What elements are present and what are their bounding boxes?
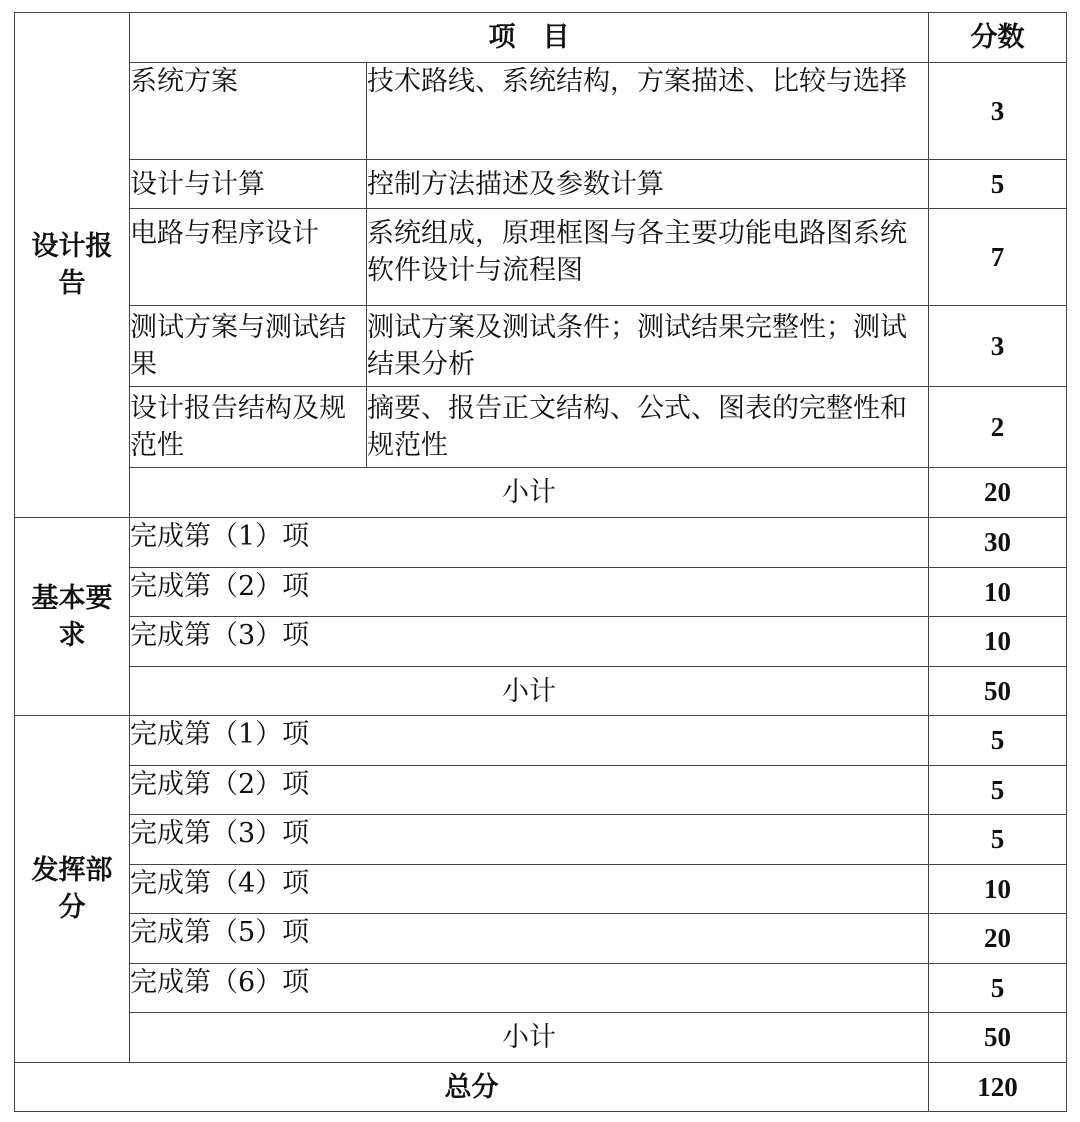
table-row: [15, 387, 1067, 468]
item-description: 测试方案及测试条件；测试结果完整性；测试结果分析: [367, 306, 929, 387]
item-description: 摘要、报告正文结构、公式、图表的完整性和规范性: [367, 387, 929, 468]
item-name: 设计报告结构及规范性: [130, 387, 367, 468]
total-label: 总分: [15, 1063, 929, 1112]
item-score: 7: [929, 209, 1067, 306]
table-row: [15, 568, 1067, 617]
subtotal-score: 50: [929, 667, 1067, 716]
item-description: 技术路线、系统结构，方案描述、比较与选择: [367, 63, 929, 160]
item-score: 2: [929, 387, 1067, 468]
subtotal-label: 小计: [130, 468, 929, 518]
category-header: 设计报告: [15, 13, 130, 518]
subtotal-row: [15, 468, 1067, 518]
item-score: 3: [929, 63, 1067, 160]
table-row: [15, 865, 1067, 914]
item-name: 完成第（3）项: [130, 617, 929, 667]
item-name: 完成第（4）项: [130, 865, 929, 914]
item-score: 5: [929, 160, 1067, 209]
total-row: [15, 1063, 1067, 1112]
category-header: 发挥部分: [15, 716, 130, 1063]
table-row: [15, 766, 1067, 815]
item-score: 20: [929, 914, 1067, 964]
item-name: 完成第（2）项: [130, 568, 929, 617]
item-score: 10: [929, 568, 1067, 617]
subtotal-score: 50: [929, 1013, 1067, 1063]
subtotal-row: [15, 1013, 1067, 1063]
item-name: 完成第（2）项: [130, 766, 929, 815]
item-name: 完成第（1）项: [130, 716, 929, 766]
item-score: 5: [929, 766, 1067, 815]
item-score: 5: [929, 815, 1067, 865]
table-row: [15, 518, 1067, 568]
table-row: [15, 617, 1067, 667]
item-name: 完成第（5）项: [130, 914, 929, 964]
subtotal-row: [15, 667, 1067, 716]
table-row: [15, 914, 1067, 964]
item-score: 10: [929, 865, 1067, 914]
item-name: 设计与计算: [130, 160, 367, 209]
table-row: [15, 306, 1067, 387]
category-header: 基本要求: [15, 518, 130, 716]
item-name: 完成第（6）项: [130, 964, 929, 1013]
table-row: [15, 160, 1067, 209]
table-row: [15, 964, 1067, 1013]
item-score: 10: [929, 617, 1067, 667]
scoring-table: [14, 12, 1067, 1112]
table-row: [15, 63, 1067, 160]
item-name: 完成第（3）项: [130, 815, 929, 865]
subtotal-label: 小计: [130, 667, 929, 716]
item-name: 系统方案: [130, 63, 367, 160]
subtotal-score: 20: [929, 468, 1067, 518]
table-row: [15, 815, 1067, 865]
table-row: [15, 209, 1067, 306]
header-row: [15, 13, 1067, 63]
item-score: 3: [929, 306, 1067, 387]
item-name: 电路与程序设计: [130, 209, 367, 306]
item-description: 系统组成，原理框图与各主要功能电路图系统软件设计与流程图: [367, 209, 929, 306]
item-name: 测试方案与测试结果: [130, 306, 367, 387]
item-description: 控制方法描述及参数计算: [367, 160, 929, 209]
total-score: 120: [929, 1063, 1067, 1112]
item-score: 30: [929, 518, 1067, 568]
table-row: [15, 716, 1067, 766]
item-header: 项 目: [130, 13, 929, 63]
item-score: 5: [929, 716, 1067, 766]
subtotal-label: 小计: [130, 1013, 929, 1063]
item-name: 完成第（1）项: [130, 518, 929, 568]
item-score: 5: [929, 964, 1067, 1013]
score-header: 分数: [929, 13, 1067, 63]
